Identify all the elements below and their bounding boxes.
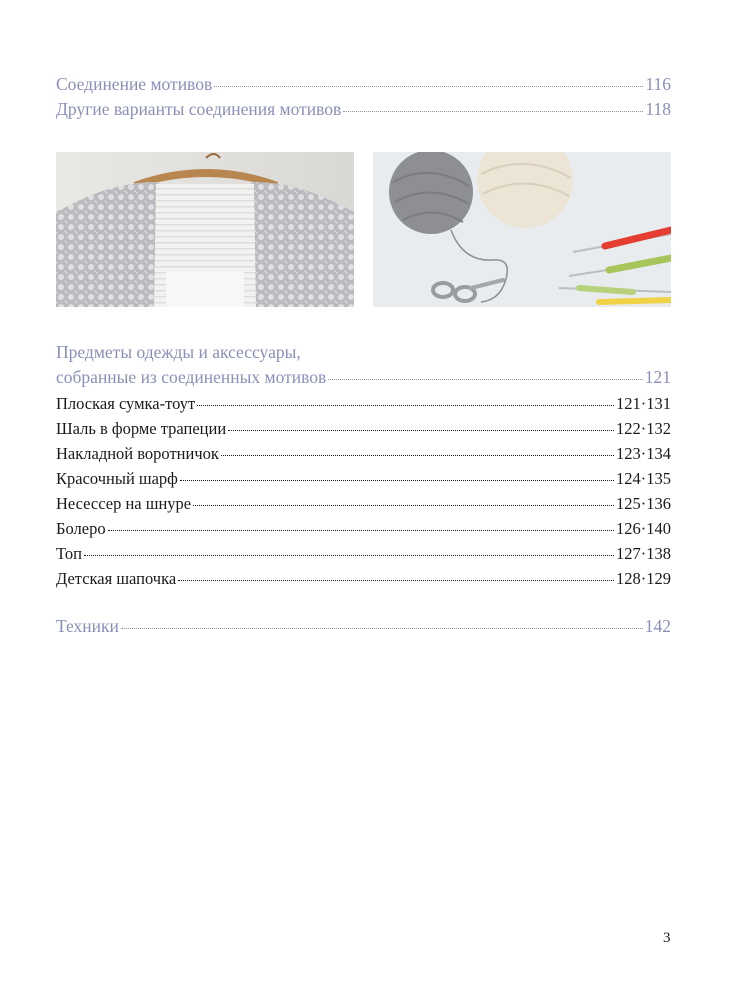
section-title-line1: Предметы одежды и аксессуары, (56, 342, 301, 362)
toc-entry[interactable] (56, 72, 671, 97)
toc-subentry[interactable] (56, 466, 671, 491)
toc-top-section (56, 72, 671, 122)
toc-leader-dots (197, 405, 614, 406)
toc-leader-dots (180, 480, 614, 481)
techniques-section (56, 614, 671, 639)
toc-subentry-title: Болеро (56, 519, 106, 538)
section-title-line2: собранные из соединенных мотивов (56, 367, 327, 387)
toc-subentry-page: 121·131 (616, 394, 671, 413)
toc-subentry[interactable] (56, 566, 671, 591)
toc-subentry-title: Шаль в форме трапеции (56, 419, 227, 438)
toc-subentry-page: 123·134 (616, 444, 671, 463)
toc-subentry-page: 125·136 (616, 494, 671, 513)
toc-leader-dots (214, 86, 643, 87)
toc-entry-page: 121 (644, 367, 671, 387)
toc-entry-title: Другие варианты соединения мотивов (56, 99, 342, 119)
toc-subentry[interactable] (56, 441, 671, 466)
page-number: 3 (663, 930, 671, 946)
toc-leader-dots (343, 111, 643, 112)
toc-subentry[interactable] (56, 416, 671, 441)
toc-entry[interactable] (56, 97, 671, 122)
toc-entry-page: 142 (644, 616, 671, 636)
toc-leader-dots (328, 379, 642, 380)
toc-leader-dots (228, 430, 614, 431)
photo-strip (56, 152, 671, 307)
toc-leader-dots (178, 580, 614, 581)
garments-section (56, 340, 671, 591)
toc-entry-page: 116 (645, 74, 671, 94)
toc-leader-dots (221, 455, 614, 456)
toc-entry-page: 118 (645, 99, 671, 119)
toc-subentry-title: Накладной воротничок (56, 444, 219, 463)
toc-page (56, 0, 671, 1000)
toc-subentry-page: 127·138 (616, 544, 671, 563)
toc-subentry-page: 128·129 (616, 569, 671, 588)
toc-subentry-page: 124·135 (616, 469, 671, 488)
toc-subentry[interactable] (56, 491, 671, 516)
toc-leader-dots (193, 505, 614, 506)
lace-garment-on-hanger-icon (56, 152, 354, 307)
toc-subentry-title: Красочный шарф (56, 469, 178, 488)
toc-subentry-page: 122·132 (616, 419, 671, 438)
toc-leader-dots (108, 530, 614, 531)
yarn-balls-and-crochet-hooks-icon (373, 152, 671, 307)
toc-subentry-title: Детская шапочка (56, 569, 177, 588)
toc-entry-title: Техники (56, 616, 119, 636)
toc-subentry-page: 126·140 (616, 519, 671, 538)
toc-entry[interactable] (56, 365, 671, 390)
lace-garment-photo (56, 152, 354, 307)
toc-entry-title: Соединение мотивов (56, 74, 213, 94)
toc-entry[interactable] (56, 614, 671, 639)
toc-subentry-title: Топ (56, 544, 82, 563)
toc-subentry[interactable] (56, 541, 671, 566)
toc-subentry[interactable] (56, 391, 671, 416)
toc-subentry-title: Плоская сумка-тоут (56, 394, 196, 413)
toc-leader-dots (121, 628, 643, 629)
toc-subentry-title: Несессер на шнуре (56, 494, 192, 513)
toc-subentry[interactable] (56, 516, 671, 541)
section-item-list (56, 391, 671, 591)
yarn-and-hooks-photo (373, 152, 671, 307)
toc-leader-dots (84, 555, 614, 556)
